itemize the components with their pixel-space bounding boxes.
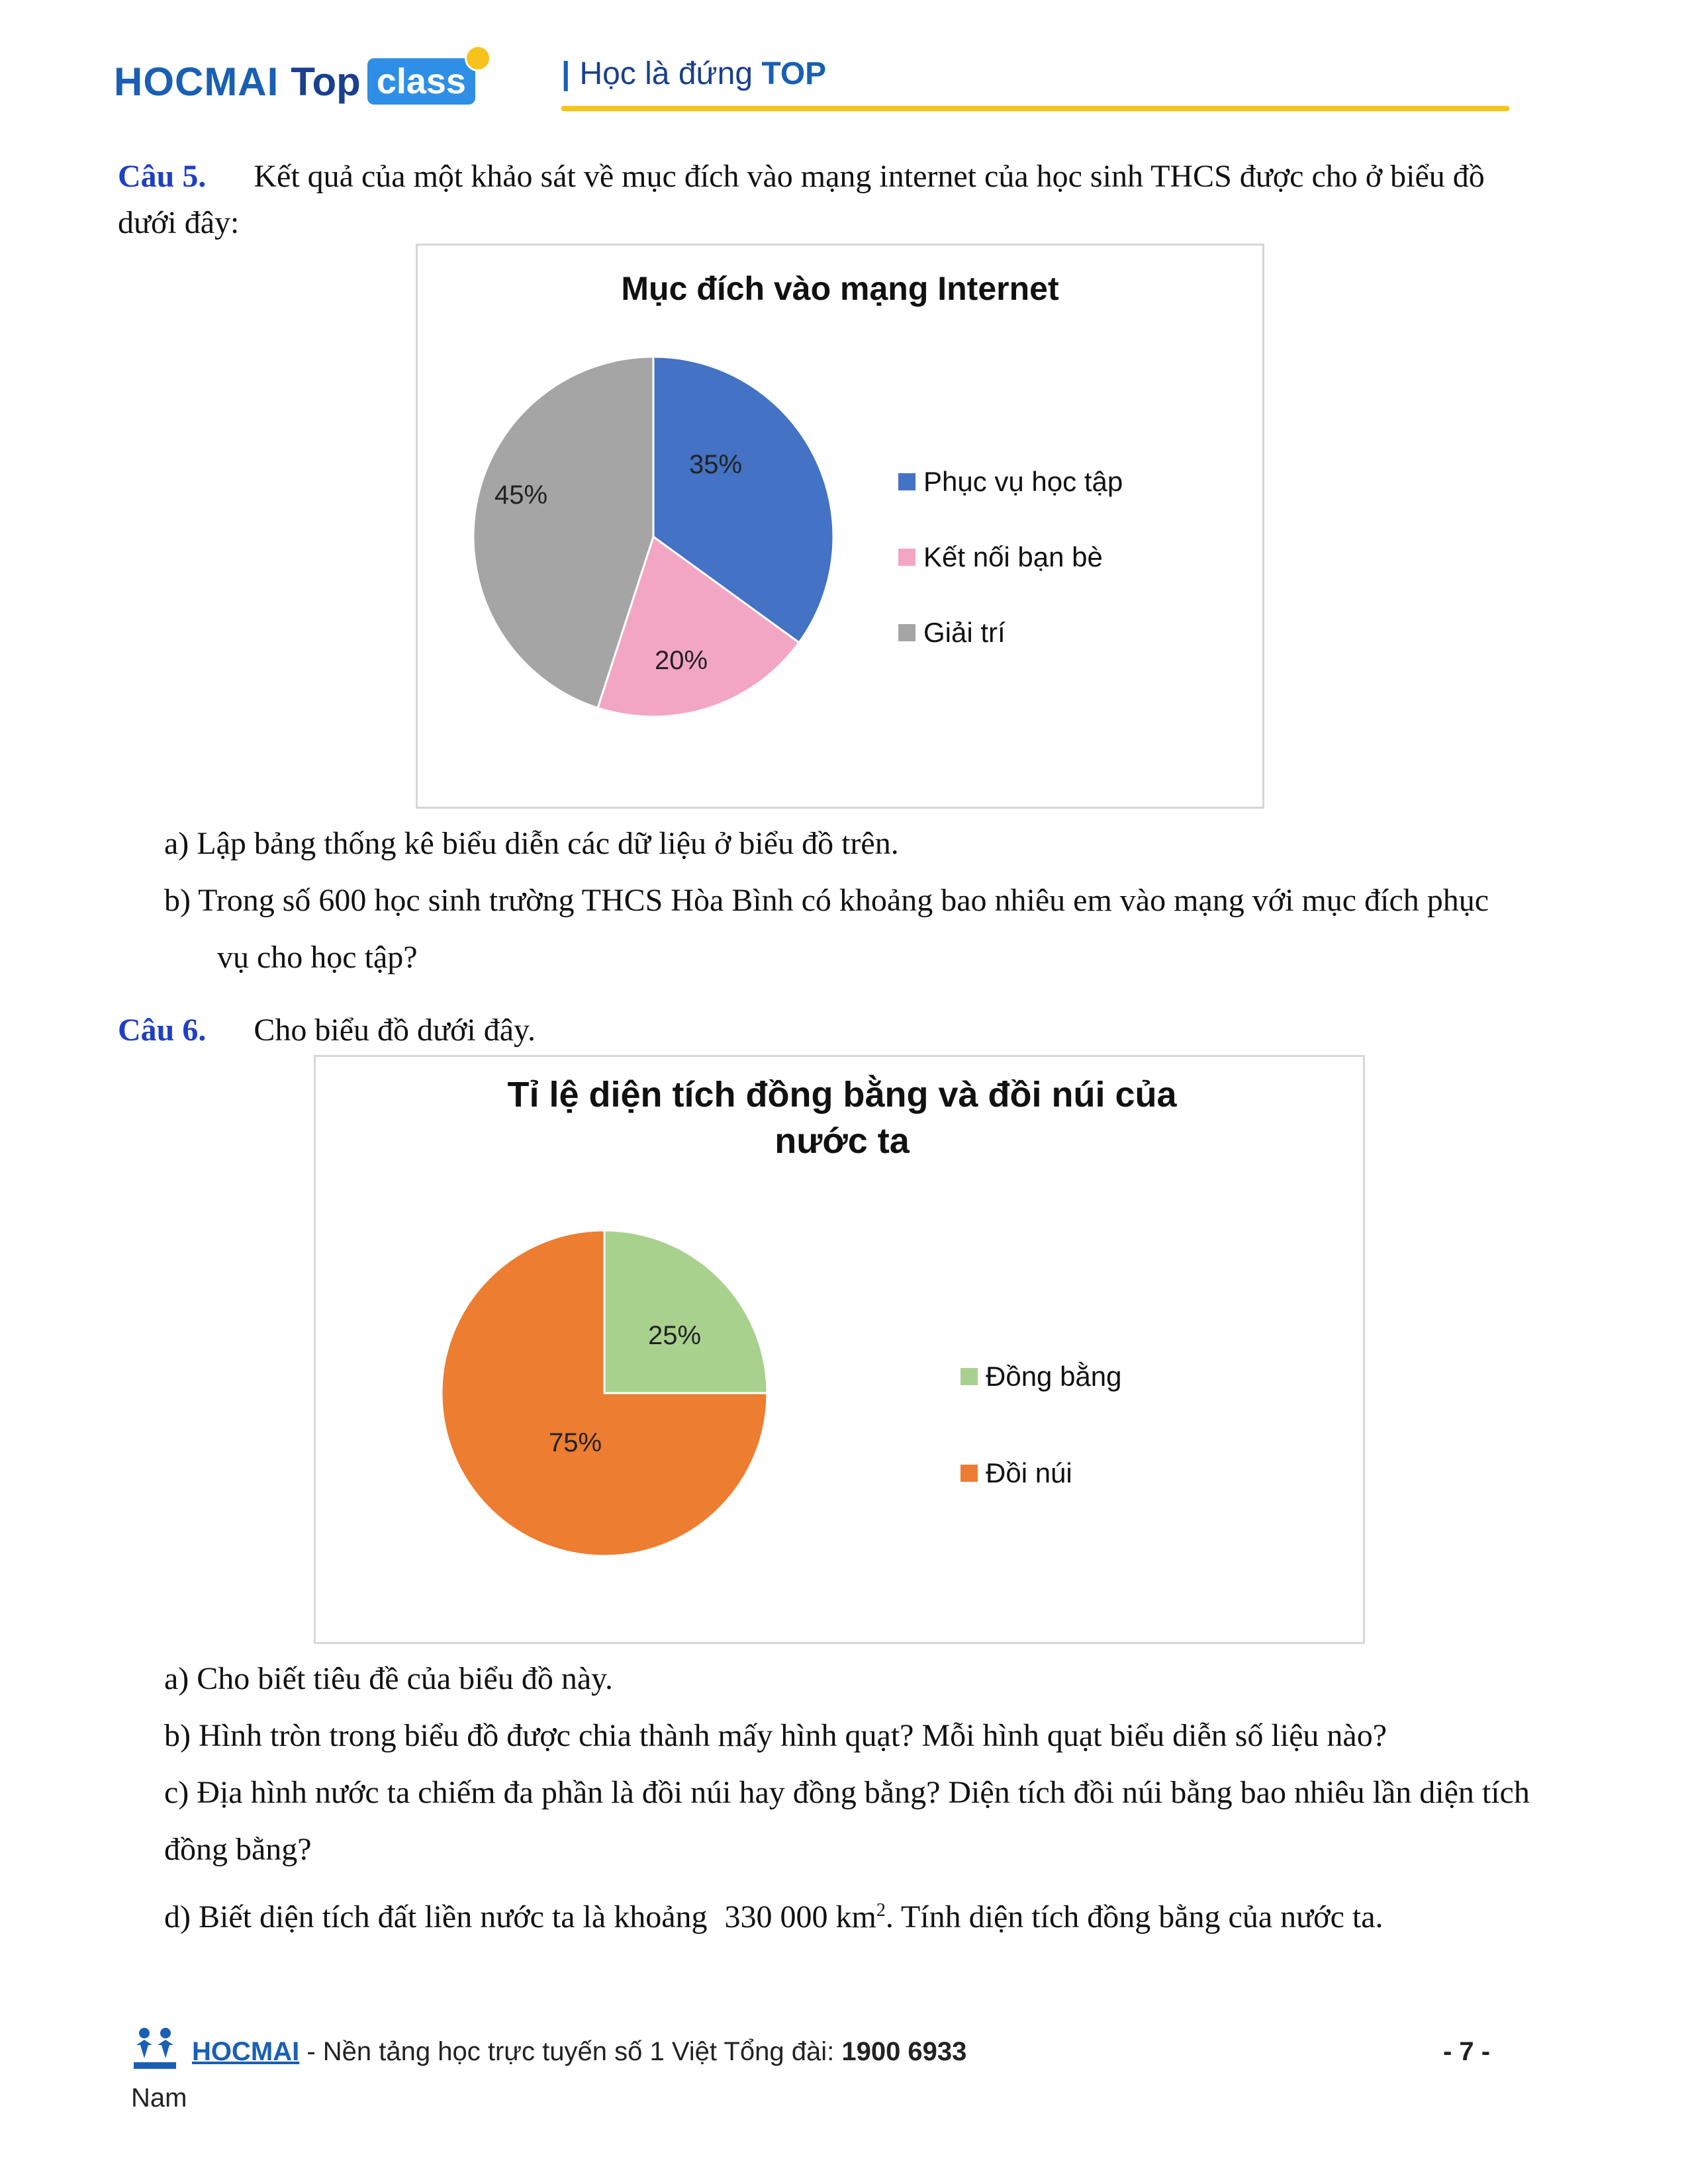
q5-text-line1: Kết quả của một khảo sát về mục đích vào mạng internet của học sinh THCS được cho ở biểu đồ: [254, 159, 1485, 194]
footer-nam: Nam: [131, 2083, 187, 2113]
legend-label-dong-bang: Đồng bằng: [986, 1361, 1122, 1392]
legend-label-doi-nui: Đồi núi: [986, 1457, 1072, 1488]
q5-line1: [118, 154, 1574, 200]
chart2-legend: [961, 1328, 1122, 1522]
q5-item-a: a) Lập bảng thống kê biểu diễn các dữ liệu ở biểu đồ trên.: [164, 826, 899, 861]
q5-text-line2: dưới đây:: [118, 205, 240, 240]
chart2-data-label-1: 75%: [548, 1428, 602, 1457]
chart1-pie: [418, 246, 1262, 807]
q6-item-c-line2: đồng bằng?: [164, 1832, 312, 1867]
footer-text: [192, 2037, 966, 2067]
legend-item-dong-bang: [961, 1328, 1122, 1425]
hocmai-topclass-logo: [114, 52, 475, 111]
legend-swatch-dong-bang: [961, 1368, 978, 1385]
footer-tagline: - Nền tảng học trực tuyến số 1 Việt Tổng đài:: [299, 2037, 842, 2066]
q6-item-d-pre: d) Biết diện tích đất liền nước ta là khoảng: [164, 1899, 708, 1934]
legend-label-giai-tri: Giải trí: [923, 617, 1006, 648]
footer-brand-link[interactable]: HOCMAI: [192, 2037, 300, 2066]
q5-item-b-line2: vụ cho học tập?: [217, 940, 418, 975]
legend-swatch-doi-nui: [961, 1465, 978, 1482]
q6-item-d-post: . Tính diện tích đồng bằng của nước ta.: [885, 1899, 1383, 1934]
chart2-data-label-0: 25%: [647, 1321, 702, 1350]
chart1-data-label-2: 45%: [494, 480, 548, 510]
q6-label: Câu 6.: [118, 1013, 207, 1048]
q6-item-d-value: 330 000 km: [724, 1899, 876, 1934]
logo-top-text: Top: [291, 59, 361, 104]
legend-swatch-giai-tri: [898, 624, 915, 641]
chart-internet-purpose: [416, 244, 1264, 809]
page-number: - 7 -: [1443, 2037, 1491, 2066]
header-tagline: [561, 56, 826, 92]
q6-item-b: b) Hình tròn trong biểu đồ được chia thành mấy hình quạt? Mỗi hình quạt biểu diễn số liệu nào?: [164, 1718, 1387, 1753]
q6-item-a: a) Cho biết tiêu đề của biểu đồ này.: [164, 1661, 613, 1696]
legend-item-doi-nui: [961, 1425, 1122, 1522]
legend-label-ket-noi: Kết nối bạn bè: [923, 541, 1103, 572]
q6-item-d-sup: 2: [876, 1900, 886, 1921]
q5-label: Câu 5.: [118, 159, 207, 194]
logo-hocmai-text: HOCMAI: [114, 59, 279, 104]
hocmai-footer-logo-icon: [131, 2025, 179, 2073]
legend-label-hoc-tap: Phục vụ học tập: [923, 466, 1123, 497]
logo-class-badge: [367, 58, 475, 105]
logo-sun-icon: [465, 45, 491, 71]
chart2-title-line2: nước ta: [774, 1121, 910, 1161]
chart1-data-label-1: 20%: [654, 646, 708, 675]
chart1-title: Mục đích vào mạng Internet: [621, 270, 1059, 307]
chart2-title-line1: Tỉ lệ diện tích đồng bằng và đồi núi của: [507, 1075, 1177, 1115]
logo-class-text: class: [376, 62, 466, 101]
legend-item-ket-noi: [898, 520, 1123, 595]
header-rule: [561, 106, 1509, 111]
chart2-slice-0: [604, 1230, 767, 1393]
chart-terrain-ratio: [314, 1055, 1365, 1644]
tagline-divider: |: [561, 56, 571, 91]
chart1-data-label-0: 35%: [688, 450, 743, 479]
legend-item-giai-tri: [898, 595, 1123, 670]
legend-swatch-hoc-tap: [898, 473, 915, 490]
q5-item-b-line1: b) Trong số 600 học sinh trường THCS Hòa Bình có khoảng bao nhiêu em vào mạng với mục đích phục: [164, 883, 1489, 918]
tagline-text: Học là đứng: [579, 56, 753, 91]
q6-line1: [118, 1007, 536, 1054]
q6-item-c-line1: c) Địa hình nước ta chiếm đa phần là đồi núi hay đồng bằng? Diện tích đồi núi bằng bao nhiêu lần diện tích: [164, 1775, 1530, 1810]
q6-item-d: [164, 1888, 1383, 1940]
chart1-legend: [898, 444, 1123, 670]
legend-item-hoc-tap: [898, 444, 1123, 520]
legend-swatch-ket-noi: [898, 549, 915, 566]
q6-intro: Cho biểu đồ dưới đây.: [254, 1013, 536, 1048]
tagline-top: TOP: [761, 56, 827, 91]
chart2-pie: [316, 1057, 1363, 1642]
footer-hotline: 1900 6933: [841, 2037, 967, 2066]
